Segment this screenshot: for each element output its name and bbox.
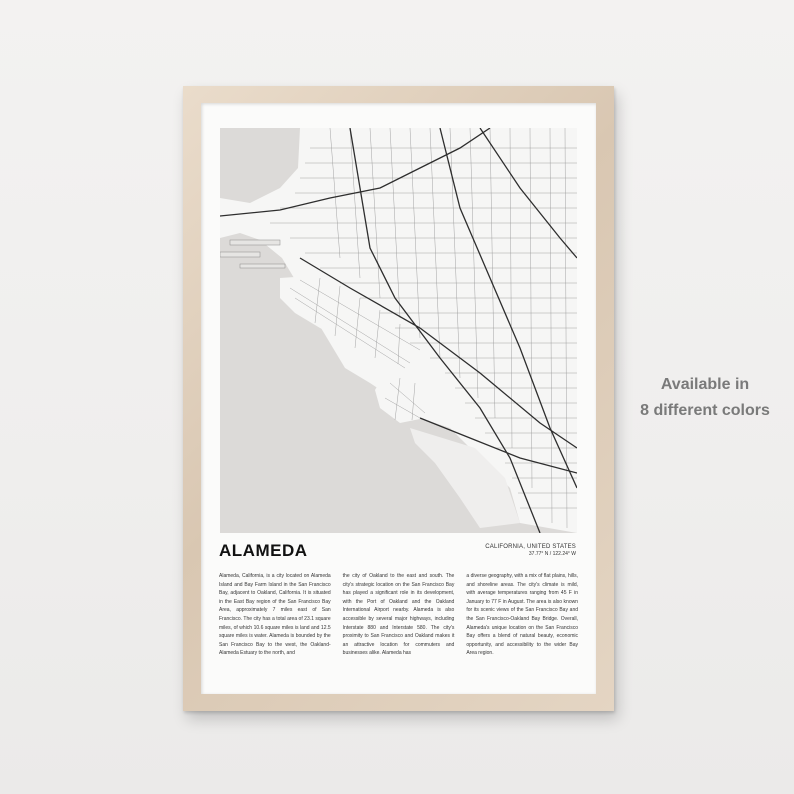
description-column-2: the city of Oakland to the east and south. The city's strategic location on the San Francisco Bay has played a significant role in its development, with the Port of Oakland and the Oakland International Airport nearby. Alameda is also accessible by several major highways, including Interstate 880 and Interstate 580. The city's proximity to San Francisco and Oakland makes it an attractive location for commuters and businesses alike. Alameda has bbox=[342, 573, 455, 657]
poster-frame bbox=[183, 86, 614, 711]
poster-mat bbox=[201, 103, 596, 694]
promo-line-1: Available in bbox=[660, 376, 750, 393]
map-graphic bbox=[220, 128, 577, 533]
poster-title: ALAMEDA bbox=[219, 541, 308, 560]
coordinates: 37.77° N / 122.24° W bbox=[528, 551, 576, 557]
promo-text bbox=[625, 372, 785, 424]
description bbox=[219, 572, 578, 658]
location-block bbox=[485, 544, 576, 557]
description-column-3: a diverse geography, with a mix of flat plains, hills, and shoreline areas. The city's climate is mild, with average temperatures ranging from 45 F in January to 77 F in August. The area is also known for its scenic views of the San Francisco Bay and the San Francisco-Oakland Bay Bridge. Overall, Alameda's unique location on the San Francisco Bay offers a blend of natural beauty, economic opportunity, and accessibility to the wider Bay Area region. bbox=[466, 573, 579, 657]
description-column-1: Alameda, California, is a city located on Alameda Island and Bay Farm Island in the San Francisco Bay, adjacent to Oakland, California. It is situated in the East Bay region of the San Francisco Bay Area, approximately 7 miles east of San Francisco. The city has a total area of 23.1 square miles, of which 10.6 square miles is land and 12.5 square miles is water. Alameda is bounded by the San Francisco Bay to the west, the Oakland-Alameda Estuary to the north, and bbox=[219, 573, 331, 657]
state-country: CALIFORNIA, UNITED STATES bbox=[485, 544, 576, 550]
city-map bbox=[220, 128, 577, 533]
promo-line-2: 8 different colors bbox=[640, 402, 770, 419]
